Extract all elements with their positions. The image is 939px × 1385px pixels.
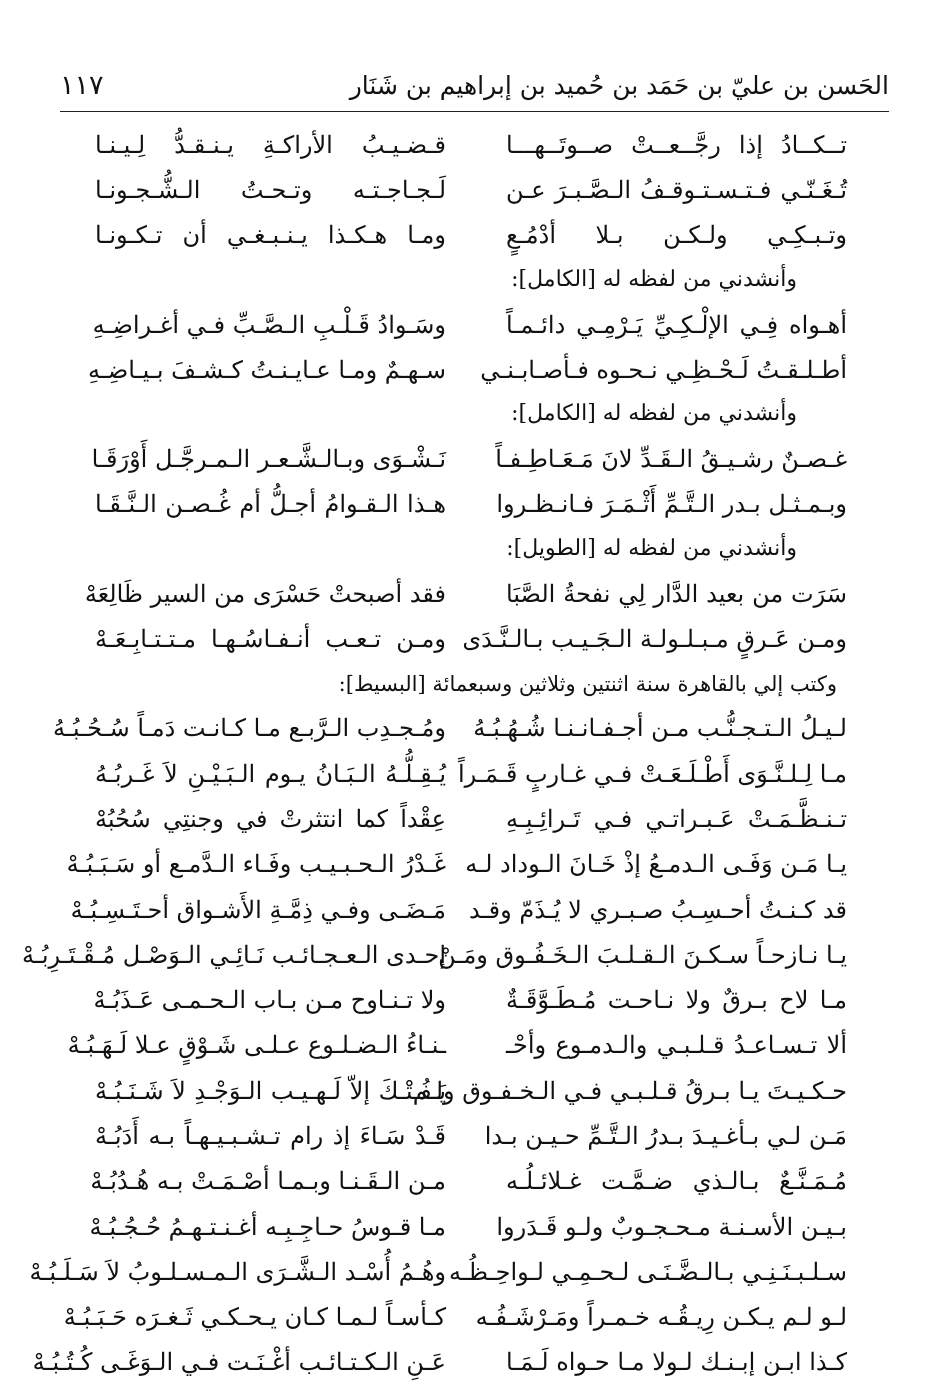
verse-second-hemistich: لَـجـاجـتـه وتـحـتُ الـشُّـجـونـا [95,175,446,204]
verse-second-hemistich: ـنـاءُ الـضـلـوع عـلـى شَـوْقٍ عـلا لَـهَـبُـهْ [67,1031,446,1060]
verse-second-hemistich: وسَـوادُ قَـلْـبِ الـصَّـبِّ فـي أغـراضِـهِ [92,310,446,339]
verse-first-hemistich: حـكـيـتَ يـا بـرقُ قـلـبـي فـي الـخـفـوق ولـم [412,1076,847,1105]
verse-second-hemistich: ومُـجـدِب الـرَّبـع مـا كـانـت دَمـاً سُـحُـبُـهُ [52,714,446,743]
verse-second-hemistich: وهُـمُ أُسْـد الـشَّـرَى الـمـسـلـوبُ لاَ سَـلَـبُـهْ [29,1257,446,1286]
verse-line [91,436,847,481]
verse-second-hemistich: عَـنِ الـكـتـائـب أغْـنَـت فـي الـوَغَـى كُـتُـبُـهْ [32,1348,446,1377]
verse-second-hemistich: إحـدى الـعـجـائـب نَـائِـي الـوَصْـل مُـقْـتَـرِبُـهْ [21,940,446,969]
verse-line [63,1295,847,1340]
intro-line: وأنشدني من لفظه له [الكامل]: [511,401,797,427]
intro-line: وكتب إلي بالقاهرة سنة اثنتين وثلاثين وسبعمائة [البسيط]: [338,671,837,696]
verse-first-hemistich: وتـبـكِـي ولـكـن بـلا أدْمُـعٍ [506,221,847,250]
verse-first-hemistich: ألا تـسـاعـدُ قـلـبـي والـدمـوع وأحْـ [506,1031,847,1060]
verse-second-hemistich: ولا تـنـاوح مـن بـاب الـحـمـى عَـذَبُـهْ [93,986,446,1015]
verse-line [95,1068,847,1113]
verse-second-hemistich: نَـشْـوَى وبـالـشَّـعـر الـمـرجَّـل أَوْرَقَـا [91,445,446,474]
verse-first-hemistich: أطـلـقـتُ لَـحْـظِـي نـحـوه فـأصـابـنـي [480,355,847,384]
page-body [21,122,847,1385]
verse-first-hemistich: تــكــادُ إذا رجَّــعــتْ صــوتَــهـــا [506,130,847,159]
intro-line: وأنشدني من لفظه له [الكامل]: [511,266,797,292]
verse-line [84,571,847,616]
verse-second-hemistich: فقد أصبحتْ حَسْرَى من السير ظَالِعَهْ [84,579,446,608]
verse-first-hemistich: تـنـظَّـمَـتْ عَـبـراتـي فـي تَـرائِـبِـهِ [506,804,847,833]
verse-first-hemistich: غـصـنٌ رشـيـقُ الـقَـدِّ لانَ مَـعَـاطِـفـاً [495,445,847,474]
verse-first-hemistich: يـا مَـن وَفَـى الـدمـعُ إذْ خَـانَ الـوداد لـه [465,850,847,879]
verse-line [95,1113,847,1158]
verse-first-hemistich: بـيـن الأسـنـة مـحـجـوبٌ ولـو قَـدَروا [496,1212,847,1241]
verse-line [87,347,847,392]
verse-first-hemistich: وبـمـثـل بـدر الـتَّـمِّ أَثْـمَـرَ فـانـظـروا [496,490,847,519]
verse-line [92,302,847,347]
verse-second-hemistich: قَـدْ سَـاءَ إذ رام تـشـبـيـهـاً بـه أَدَبُـهْ [95,1121,446,1150]
verse-line [95,796,847,841]
verse-line [21,932,847,977]
verse-second-hemistich: ومـا هـكـذا يـنـبـغـي أن تـكـونـا [95,221,446,250]
verse-second-hemistich: يَـفُـتْـكَ إلاّ لَـهـيـب الـوَجْـدِ لاَ شَـنَـبُـهْ [95,1076,446,1105]
verse-second-hemistich: مـن الـقَـنـا وبـمـا أصْـمَـتْ بـه هُـدُبُـهْ [90,1167,446,1196]
verse-first-hemistich: لـو لـم يـكـن رِيـقُـه خـمـراً ومَـرْشَـفُـه [475,1303,847,1332]
verse-second-hemistich: كـأسـاً لـمـا كـان يـحـكـي ثَـغـرَه حَـبَـبُـهْ [63,1303,446,1332]
verse-second-hemistich: يُـقِـلُّـهُ الـبَـانُ يـوم الـبَـيْـنِ لاَ غَـربُـهُ [95,759,446,788]
verse-line [90,1159,847,1204]
verse-line [95,213,847,258]
verse-first-hemistich: مـا لاح بـرقٌ ولا نـاحـت مُـطَـوَّقَـةٌ [506,986,847,1015]
verse-line [52,706,847,751]
verse-second-hemistich: عِقْداً كما انتثرتْ في وجنتِي سُحُبُهْ [95,804,446,833]
verse-line [32,1340,847,1385]
verse-line [70,887,847,932]
verse-line [95,751,847,796]
intro-line: وأنشدني من لفظه له [الطويل]: [506,536,797,562]
verse-first-hemistich: تُـغَـنّـي فـتـسـتـوقـفُ الـصَّـبـرَ عـن [506,175,847,204]
verse-line [29,1249,847,1294]
verse-line [95,167,847,212]
verse-second-hemistich: سـهـمٌ ومـا عـايـنـتُ كـشـفَ بـيـاضِـهِ [87,355,446,384]
verse-line [66,842,847,887]
verse-first-hemistich: مُـمَـنَّـعٌ بـالـذي ضـمَّـت غـلائـلُـه [506,1167,847,1196]
verse-line [89,1204,847,1249]
running-title: الحَسن بن عليّ بن حَمَد بن حُميد بن إبراهيم بن شَنَار [349,70,889,100]
verse-first-hemistich: يـا نـازحـاً سـكـنَ الـقـلـبَ الـخَـفُـوق ومَـنْ [438,940,847,969]
header-rule [60,111,889,112]
verse-first-hemistich: قد كـنـتُ أحـسِـبُ صـبـري لا يُـذَمّ وقـد [469,895,847,924]
verse-line [95,616,847,661]
verse-first-hemistich: ومـن عَـرقٍ مـبـلـولـة الـجَـيـب بـالـنَّـدَى [462,625,847,654]
verse-line [95,122,847,167]
verse-line [67,1023,847,1068]
verse-second-hemistich: قـضـيـبُ الأراكـةِ يـنـقـدُّ لِـيـنـا [95,130,446,159]
verse-first-hemistich: مـا لِـلـنَّـوَى أَطْـلَـعَـتْ فـي غـاربٍ قَـمَـراً [458,759,847,788]
verse-first-hemistich: سـلـبـنَـنِـي بـالـضَّـنَـى لـحـمِـي لـواحِـظُـه [449,1257,847,1286]
verse-second-hemistich: ومـن تـعـب أنـفـاسُـهـا مـتـتـابِـعَـهْ [95,625,446,654]
verse-second-hemistich: مـا قـوسُ حـاجِـبِـه أغـنـتـهـمُ حُـجُـبُـهْ [89,1212,446,1241]
verse-first-hemistich: مَـن لـي بـأغـيـدَ بـدرُ الـتَّـمِّ حـيـن بـدا [484,1121,847,1150]
page-header [60,60,889,110]
verse-line [95,977,847,1022]
verse-second-hemistich: هـذا الـقـوامُ أجـلُّ أم غُـصـن الـنَّـقَـا [95,490,446,519]
verse-line [95,482,847,527]
page-number: ١١٧ [60,69,104,101]
verse-second-hemistich: غَـدْرُ الـحـبـيـب وفَـاء الـدَّمـع أو سَـبَـبُـهْ [66,850,446,879]
verse-first-hemistich: كـذا ابـن إبـنـك لـولا مـا حـواه لَـمَـا [506,1348,847,1377]
verse-first-hemistich: لـيـلُ الـتـجـنُّـب مـن أجـفـانـنـا شُـهُـبُـهُ [473,714,847,743]
verse-first-hemistich: أهـواه فِـي الإلْـكِـيِّ يَـرْمِـي دائـمـاً [506,310,847,339]
verse-first-hemistich: سَرَت من بعيد الدَّار لِي نفحةُ الصَّبَا [506,579,847,608]
verse-second-hemistich: مَـضَـى وفـي ذِمَّـةِ الأَشـواق أحـتَـسِـبُـهْ [70,895,446,924]
